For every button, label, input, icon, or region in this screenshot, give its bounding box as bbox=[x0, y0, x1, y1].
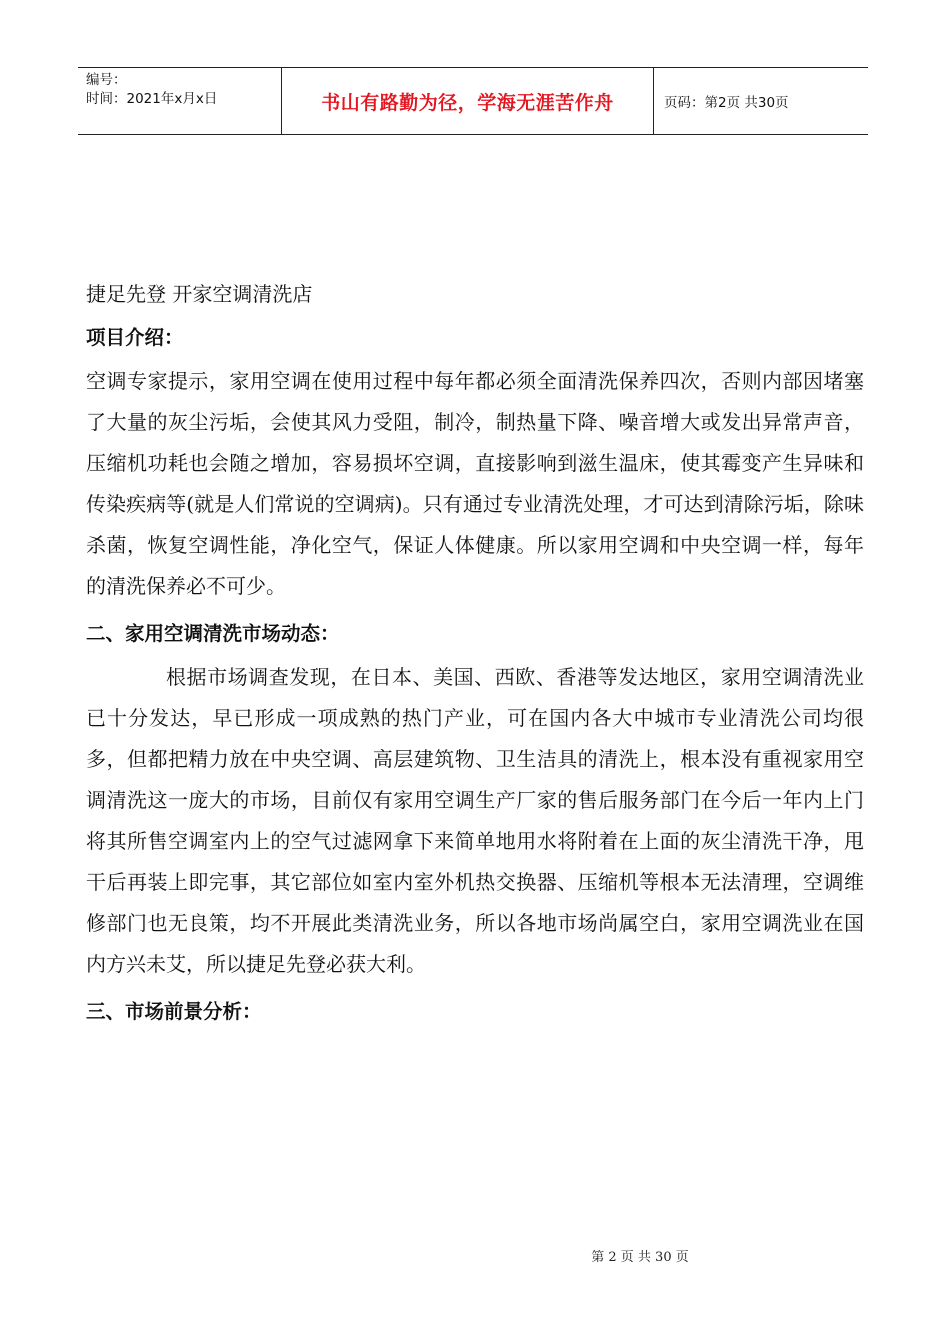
document-header-table bbox=[78, 67, 868, 135]
page-footer: 第 2 页 共 30 页 bbox=[591, 1250, 689, 1265]
section-heading-project-intro: 项目介绍： bbox=[86, 326, 184, 349]
header-motto: 书山有路勤为径，学海无涯苦作舟 bbox=[282, 68, 654, 134]
section-paragraph-project-intro: 空调专家提示，家用空调在使用过程中每年都必须全面清洗保养四次，否则内部因堵塞了大量的灰尘污垢，会使其风力受阻，制冷，制热量下降、噪音增大或发出异常声音，压缩机功耗也会随之增加，容易损坏空调，直接影响到滋生温床，使其霉变产生异味和传染疾病等(就是人们常说的空调病)。只有通过专业清洗处理，才可达到清除污垢，除味杀菌，恢复空调性能，净化空气，保证人体健康。所以家用空调和中央空调一样，每年的清洗保养必不可少。 bbox=[86, 369, 864, 598]
document-title: 捷足先登 开家空调清洗店 bbox=[86, 282, 313, 306]
header-meta-cell bbox=[78, 68, 282, 134]
section-heading-market-outlook: 三、市场前景分析： bbox=[86, 1000, 262, 1023]
section-heading-market-dynamics: 二、家用空调清洗市场动态： bbox=[86, 622, 340, 645]
section-paragraph-market-dynamics: 根据市场调查发现，在日本、美国、西欧、香港等发达地区，家用空调清洗业已十分发达，早已形成一项成熟的热门产业，可在国内各大中城市专业清洗公司均很多，但都把精力放在中央空调、高层建筑物、卫生洁具的清洗上，根本没有重视家用空调清洗这一庞大的市场，目前仅有家用空调生产厂家的售后服务部门在今后一年内上门将其所售空调室内上的空气过滤网拿下来简单地用水将附着在上面的灰尘清洗干净，甩干后再装上即完事，其它部位如室内室外机热交换器、压缩机等根本无法清理，空调维修部门也无良策，均不开展此类清洗业务，所以各地市场尚属空白，家用空调洗业在国内方兴未艾，所以捷足先登必获大利。 bbox=[86, 665, 864, 976]
header-page-info: 页码：第2页 共30页 bbox=[664, 95, 789, 111]
document-number-label: 编号： bbox=[86, 72, 127, 88]
document-body bbox=[86, 274, 864, 1035]
document-date-label: 时间：2021年x月x日 bbox=[86, 91, 218, 107]
